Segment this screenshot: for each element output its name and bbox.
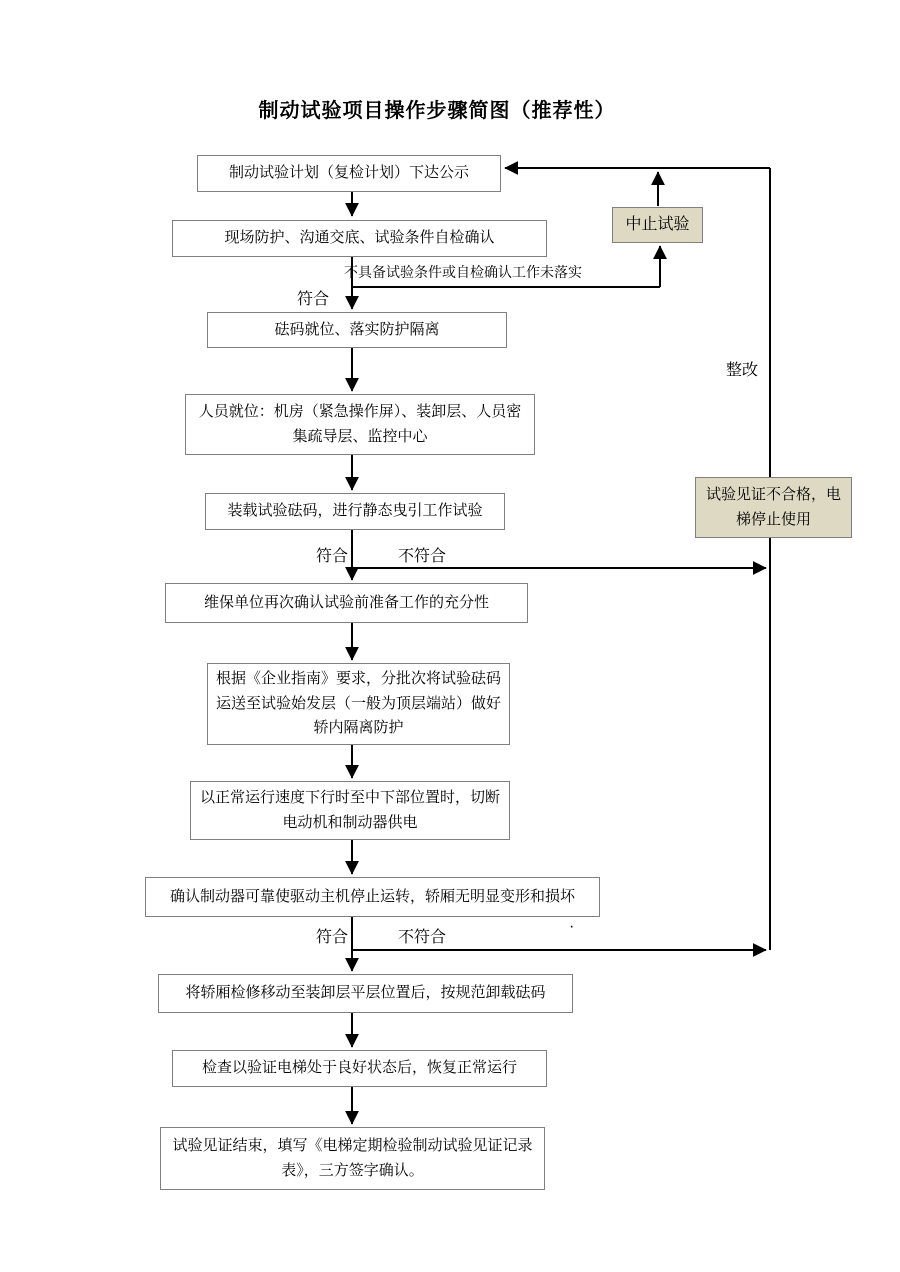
flow-node-stop-test: 中止试验 bbox=[612, 207, 703, 243]
flow-node-brake: 确认制动器可靠使驱动主机停止运转，轿厢无明显变形和损坏 bbox=[145, 877, 600, 917]
flow-node-site: 现场防护、沟通交底、试验条件自检确认 bbox=[172, 220, 547, 257]
edge-label-rectify: 整改 bbox=[726, 362, 759, 379]
flow-node-record: 试验见证结束，填写《电梯定期检验制动试验见证记录表》，三方签字确认。 bbox=[160, 1127, 545, 1190]
flow-node-plan: 制动试验计划（复检计划）下达公示 bbox=[197, 155, 501, 192]
flow-node-weights: 砝码就位、落实防护隔离 bbox=[207, 312, 507, 348]
flow-node-load: 装载试验砝码，进行静态曳引工作试验 bbox=[205, 493, 505, 530]
edge-label-not-ready: 不具备试验条件或自检确认工作未落实 bbox=[344, 264, 582, 280]
flow-node-unload: 将轿厢检修移动至装卸层平层位置后，按规范卸载砝码 bbox=[158, 974, 573, 1013]
flow-node-guide: 根据《企业指南》要求，分批次将试验砝码运送至试验始发层（一般为顶层端站）做好轿内隔离防护 bbox=[207, 663, 510, 745]
flow-node-personnel: 人员就位：机房（紧急操作屏）、装卸层、人员密集疏导层、监控中心 bbox=[185, 394, 535, 455]
flow-node-fail-stop-elevator: 试验见证不合格，电梯停止使用 bbox=[695, 477, 852, 538]
edge-label-comply-1: 符合 bbox=[297, 291, 330, 308]
edge-label-comply-3: 符合 bbox=[316, 929, 349, 946]
flow-node-descend: 以正常运行速度下行时至中下部位置时，切断电动机和制动器供电 bbox=[190, 781, 510, 840]
stray-dot: · bbox=[569, 918, 575, 935]
edge-label-comply-2: 符合 bbox=[316, 548, 349, 565]
page-title: 制动试验项目操作步骤简图（推荐性） bbox=[258, 100, 616, 122]
edge-label-not-comply-3: 不符合 bbox=[398, 929, 447, 946]
flow-node-restore: 检查以验证电梯处于良好状态后，恢复正常运行 bbox=[172, 1050, 547, 1087]
edge-label-not-comply-2: 不符合 bbox=[398, 548, 447, 565]
flow-node-confirm: 维保单位再次确认试验前准备工作的充分性 bbox=[165, 583, 528, 623]
